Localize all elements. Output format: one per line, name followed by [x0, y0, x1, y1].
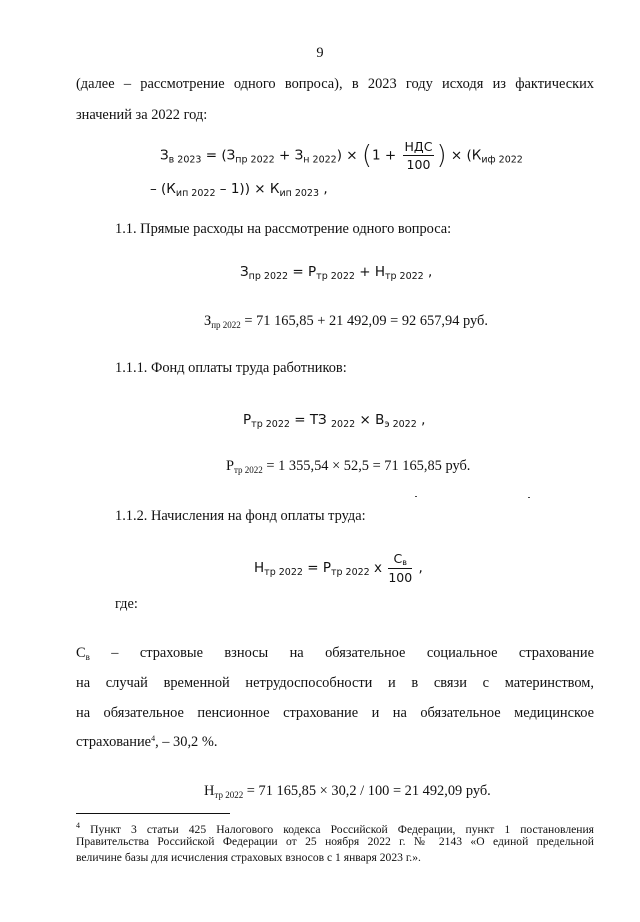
section-1-1-1-heading: 1.1.1. Фонд оплаты труда работников:: [115, 360, 347, 376]
main-formula-line-2: – $(К_{ип 2022} - 1)) \times К_{ип 2023}$ ,: [150, 181, 328, 199]
section-1-1-formula: $З_{пр 2022} = Р_{тр 2022} + Н_{тр 2022}$ ,: [240, 264, 433, 282]
definition-line-4: страхование$^4$, – 30,2 %.: [76, 734, 218, 750]
footnote-line-3: величине базы для исчисления страховых взносов с 1 января 2023 г.».: [76, 851, 421, 864]
intro-line-2: значений за 2022 год:: [76, 107, 208, 123]
definition-line-3: на обязательное пенсионное страхование и на обязательное медицинское: [76, 705, 594, 721]
section-1-1-2-heading: 1.1.2. Начисления на фонд оплаты труда:: [115, 508, 366, 524]
definition-line-2: на случай временной нетрудоспособности и в связи с материнством,: [76, 675, 594, 691]
insurance-rate-fraction: $\frac{С_в}{100}$: [388, 551, 413, 585]
section-1-1-calculation: $З_{пр 2022} = 71$ 165,85 + 21 492,09 = 92 657,94 руб.: [204, 313, 488, 330]
page-number: 9: [316, 45, 324, 61]
main-formula-line-1: $З_{в 2023} = (З_{пр 2022} + З_{н 2022}) \times (1$ + $\frac{\text{НДС}}{100}$ ) × ($К_{иф 2022}$: [160, 139, 523, 172]
section-1-1-1-calculation: $Р_{тр 2022} = 1$ 355,54 × 52,5 = 71 165,85 руб.: [226, 458, 471, 475]
section-1-1-heading: 1.1. Прямые расходы на рассмотрение одного вопроса:: [115, 221, 452, 237]
vat-fraction: $\frac{\text{НДС}}{100}$: [404, 139, 433, 172]
footnote-line-2: Правительства Российской Федерации от 25 ноября 2022 г. № 2143 «О единой предельной: [76, 835, 594, 848]
definition-line-1: $С_в$ – страховые взносы на обязательное социальное страхование: [76, 645, 594, 662]
footnote-marker: 4: [76, 821, 80, 830]
big-close-paren: ): [436, 140, 447, 171]
footnote-reference[interactable]: 4: [151, 734, 156, 743]
section-1-1-2-calculation: $Н_{тр 2022} = 71$ 165,85 × 30,2 / 100 = 21 492,09 руб.: [204, 783, 491, 800]
intro-line-1: (далее – рассмотрение одного вопроса), в 2023 году исходя из фактических: [76, 76, 594, 92]
where-label: где:: [115, 596, 138, 612]
footnote-line-1: $^4$ Пункт 3 статьи 425 Налогового кодекса Российской Федерации, пункт 1 постановления: [76, 821, 594, 836]
scan-speck: [528, 497, 530, 498]
section-1-1-2-formula: $Н_{тр 2022} = Р_{тр 2022}$ x $\frac{С_в}{100}$ ,: [254, 551, 423, 585]
scan-speck: [415, 496, 417, 497]
main-formula-lhs: З: [160, 147, 169, 164]
big-open-paren: (: [361, 140, 373, 171]
section-1-1-1-formula: $Р_{тр 2022}$ = ТЗ $_{2022} \times В_{э 2022}$ ,: [243, 412, 426, 430]
footnote-separator: [76, 813, 230, 814]
